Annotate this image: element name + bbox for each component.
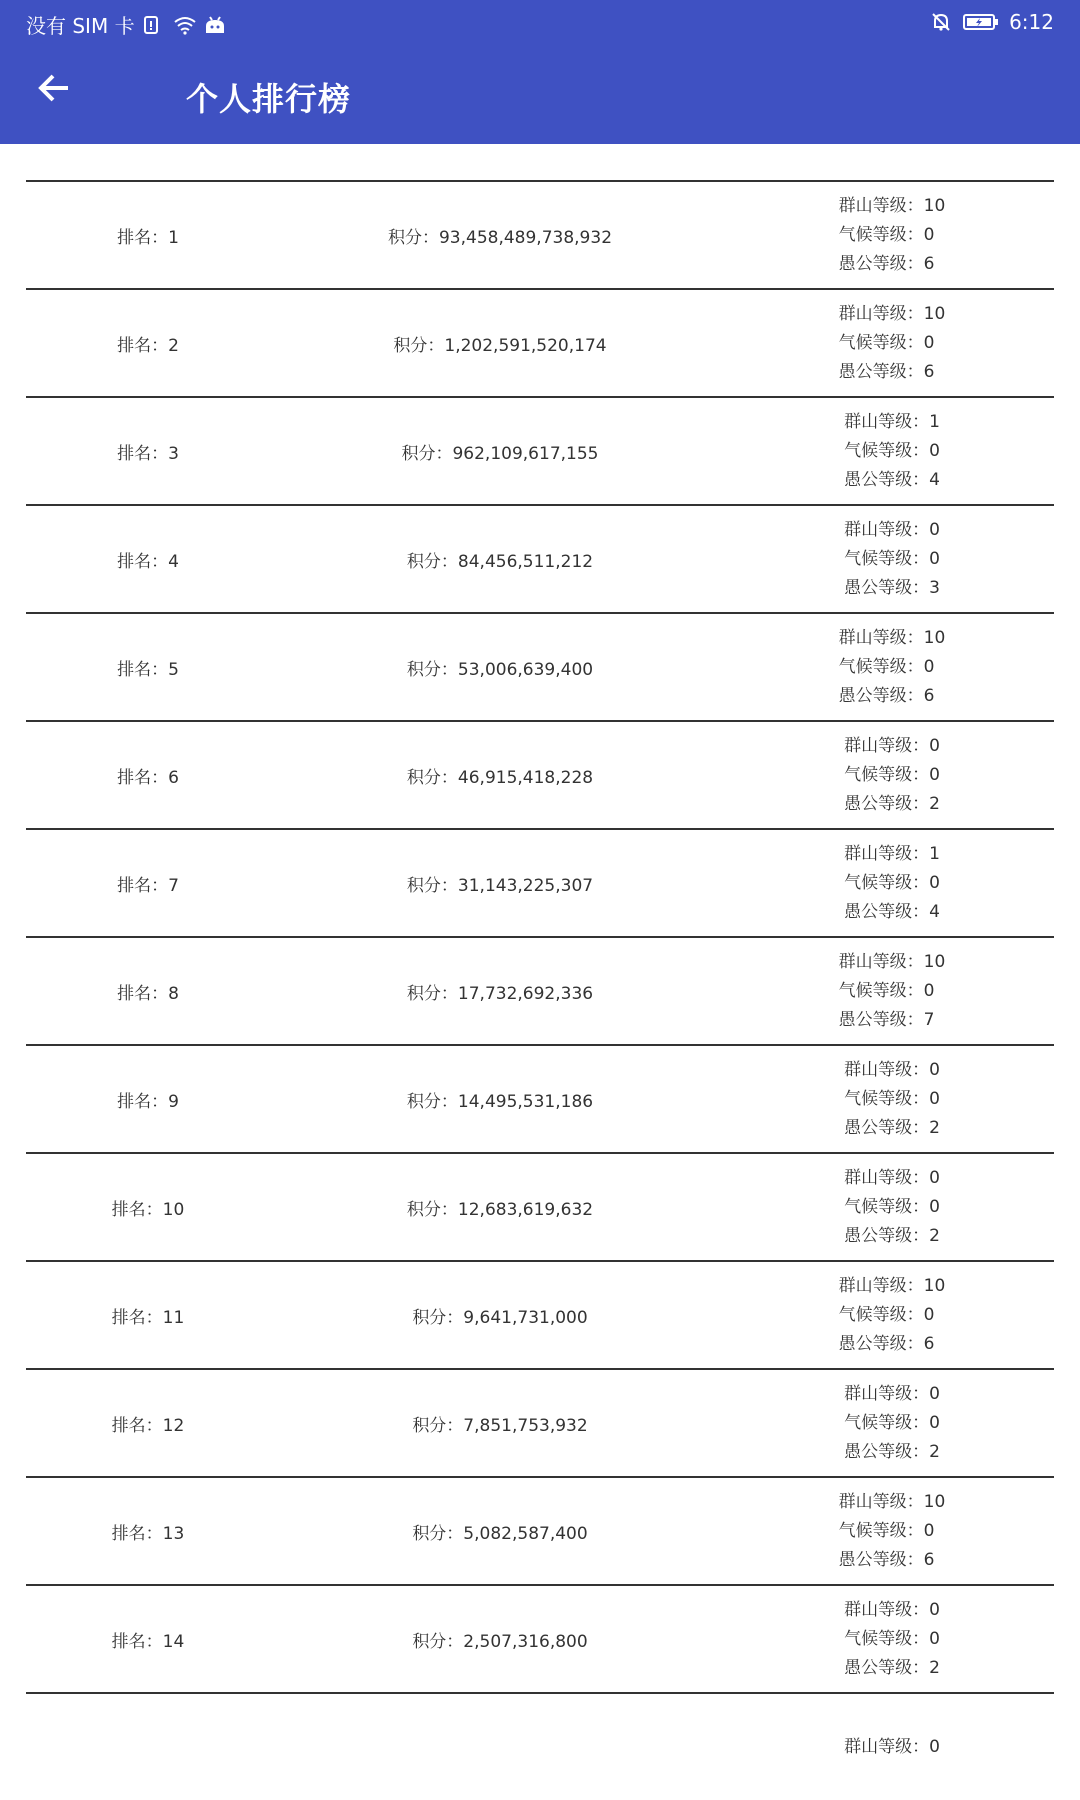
yugong-level: 愚公等级：4 [844,469,940,490]
status-right [931,10,1054,34]
rank-text: 排名：11 [111,1307,185,1328]
mountain-level: 群山等级：1 [844,411,940,432]
list-item[interactable] [26,1476,1054,1584]
rank-text: 排名：13 [111,1523,185,1544]
list-item[interactable] [26,1368,1054,1476]
climate-level: 气候等级：0 [838,224,935,245]
score-text: 积分：12,683,619,632 [406,1199,594,1220]
wifi-icon [173,15,195,35]
score-text: 积分：962,109,617,155 [401,443,599,464]
ranking-list [26,180,1054,1800]
levels [730,1262,1054,1368]
levels [730,614,1054,720]
notifications-off-icon [931,12,953,32]
list-item[interactable] [26,1692,1054,1800]
app-bar [0,0,1080,144]
score-text: 积分：17,732,692,336 [406,983,594,1004]
list-item[interactable] [26,612,1054,720]
rank-text: 排名：12 [111,1415,185,1436]
climate-level: 气候等级：0 [838,332,935,353]
climate-level: 气候等级：0 [838,1520,935,1541]
yugong-level: 愚公等级：7 [838,1009,935,1030]
yugong-level: 愚公等级：2 [844,793,940,814]
levels [730,722,1054,828]
score-text: 积分：1,202,591,520,174 [393,335,607,356]
sim-alert-icon [143,15,165,35]
levels [730,290,1054,396]
levels [730,1586,1054,1692]
yugong-level: 愚公等级：3 [844,577,940,598]
list-item[interactable] [26,720,1054,828]
levels [730,1370,1054,1476]
rank-text: 排名：14 [111,1631,185,1652]
carrier-text: 没有 SIM 卡 [26,14,135,38]
climate-level: 气候等级：0 [844,1412,940,1433]
mountain-level: 群山等级：10 [838,627,946,648]
climate-level: 气候等级：0 [844,548,940,569]
yugong-level: 愚公等级：6 [838,685,935,706]
rank-text: 排名：2 [117,335,179,356]
rank-text [26,1694,270,1800]
rank-text: 排名：6 [117,767,179,788]
score-text: 积分：31,143,225,307 [406,875,594,896]
yugong-level: 愚公等级：6 [838,1549,935,1570]
score-text: 积分：46,915,418,228 [406,767,594,788]
score-text: 积分：53,006,639,400 [406,659,594,680]
list-item[interactable] [26,1044,1054,1152]
climate-level: 气候等级：0 [838,1304,935,1325]
levels [730,1154,1054,1260]
score-text [270,1694,730,1800]
mountain-level: 群山等级：10 [838,1275,946,1296]
levels [730,938,1054,1044]
list-item[interactable] [26,1260,1054,1368]
yugong-level: 愚公等级：4 [844,901,940,922]
score-text: 积分：14,495,531,186 [406,1091,594,1112]
score-text: 积分：2,507,316,800 [412,1631,588,1652]
mountain-level: 群山等级：0 [844,1059,940,1080]
score-text: 积分：5,082,587,400 [412,1523,588,1544]
arrow-back-icon [37,73,71,107]
yugong-level: 愚公等级：2 [844,1117,940,1138]
rank-text: 排名：5 [117,659,179,680]
climate-level: 气候等级：0 [838,980,935,1001]
status-left [26,10,225,39]
climate-level: 气候等级：0 [844,764,940,785]
list-item[interactable] [26,936,1054,1044]
mountain-level: 群山等级：0 [844,1167,940,1188]
yugong-level: 愚公等级：2 [844,1441,940,1462]
list-item[interactable] [26,1584,1054,1692]
mountain-level: 群山等级：0 [844,1736,940,1757]
list-item[interactable] [26,828,1054,936]
score-text: 积分：84,456,511,212 [406,551,594,572]
climate-level: 气候等级：0 [844,440,940,461]
mountain-level: 群山等级：10 [838,1491,946,1512]
rank-text: 排名：4 [117,551,179,572]
toolbar [0,44,1080,144]
rank-text: 排名：9 [117,1091,179,1112]
mountain-level: 群山等级：0 [844,519,940,540]
mountain-level: 群山等级：10 [838,303,946,324]
mountain-level: 群山等级：0 [844,1383,940,1404]
levels [730,830,1054,936]
mountain-level: 群山等级：10 [838,951,946,972]
levels [730,1478,1054,1584]
list-item[interactable] [26,1152,1054,1260]
list-item[interactable] [26,396,1054,504]
mountain-level: 群山等级：0 [844,1599,940,1620]
rank-text: 排名：1 [117,227,179,248]
levels [730,506,1054,612]
score-text: 积分：9,641,731,000 [412,1307,588,1328]
levels [730,182,1054,288]
rank-text: 排名：7 [117,875,179,896]
mountain-level: 群山等级：1 [844,843,940,864]
rank-text: 排名：10 [111,1199,185,1220]
rank-text: 排名：3 [117,443,179,464]
list-item[interactable] [26,504,1054,612]
list-item[interactable] [26,288,1054,396]
score-text: 积分：93,458,489,738,932 [387,227,613,248]
climate-level: 气候等级：0 [838,656,935,677]
yugong-level: 愚公等级：2 [844,1657,940,1678]
score-text: 积分：7,851,753,932 [412,1415,588,1436]
back-button[interactable] [28,64,80,116]
levels [730,1046,1054,1152]
clock-text: 6:12 [1009,10,1054,34]
status-bar [0,0,1080,44]
climate-level: 气候等级：0 [844,1196,940,1217]
battery-charging-icon [963,12,999,32]
levels [730,1694,1054,1800]
page-title: 个人排行榜 [186,80,352,118]
climate-level: 气候等级：0 [844,1628,940,1649]
mountain-level: 群山等级：0 [844,735,940,756]
yugong-level: 愚公等级：6 [838,253,935,274]
mountain-level: 群山等级：10 [838,195,946,216]
yugong-level: 愚公等级：2 [844,1225,940,1246]
list-item[interactable] [26,180,1054,288]
levels [730,398,1054,504]
rank-text: 排名：8 [117,983,179,1004]
yugong-level: 愚公等级：6 [838,361,935,382]
climate-level: 气候等级：0 [844,872,940,893]
yugong-level: 愚公等级：6 [838,1333,935,1354]
climate-level: 气候等级：0 [844,1088,940,1109]
android-debug-icon [203,15,225,35]
